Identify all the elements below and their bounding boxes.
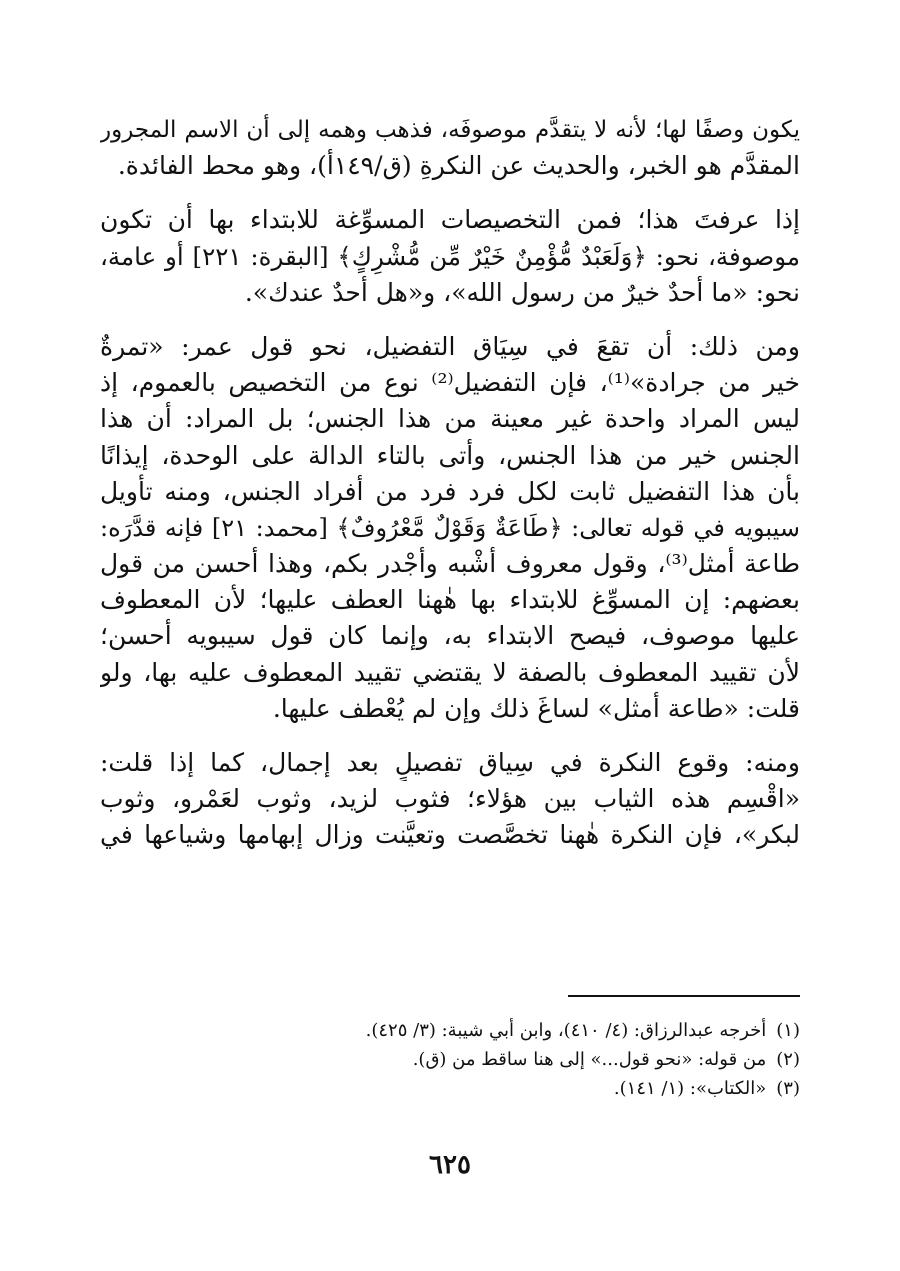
footnote-2 bbox=[200, 1045, 800, 1074]
text-line: قلت: «طاعة أمثل» لساغَ ذلك وإن لم يُعْطف عليها. bbox=[272, 693, 800, 723]
text-line: «اقْسِم هذه الثياب بين هؤلاء؛ فثوب لزيد، وثوب لعَمْرو، وثوب bbox=[100, 784, 800, 814]
text-line: الجنس خير من هذا الجنس، وأتى بالتاء الدالة على الوحدة، إيذانًا bbox=[100, 440, 800, 470]
footnote-text: «الكتاب»: (١/ ١٤١). bbox=[613, 1078, 767, 1099]
footnote-1 bbox=[200, 1016, 800, 1045]
text-line: سيبويه في قوله تعالى: ﴿طَاعَةٌ وَقَوْلٌ مَّعْرُوفٌ﴾ [محمد: ٢١] فإنه قدَّرَه: bbox=[100, 513, 800, 542]
footnote-number: (٢) bbox=[776, 1049, 800, 1070]
footnote-number: (١) bbox=[776, 1020, 800, 1041]
text-line: بأن هذا التفضيل ثابت لكل فرد فرد من أفراد الجنس، ومنه تأويل bbox=[100, 476, 800, 506]
footnote-3 bbox=[200, 1074, 800, 1103]
footnote-separator bbox=[568, 995, 800, 997]
text-line: يكون وصفًا لها؛ لأنه لا يتقدَّم موصوفَه، فذهب وهمه إلى أن الاسم المجرور bbox=[100, 117, 800, 143]
paragraph-4 bbox=[100, 745, 800, 854]
text-line: لأن تقييد المعطوف بالصفة لا يقتضي تقييد المعطوف عليه بها، ولو bbox=[100, 657, 800, 687]
page-number: ٦٢٥ bbox=[429, 1150, 471, 1180]
text-line: نحو: «ما أحدٌ خيرٌ من رسول الله»، و«هل أحدٌ عندك». bbox=[244, 277, 800, 307]
paragraph-3 bbox=[100, 329, 800, 727]
text-line: بعضهم: إن المسوِّغ للابتداء بها هٰهنا العطف عليها؛ لأن المعطوف bbox=[100, 585, 800, 615]
text-line: ليس المراد واحدة غير معينة من هذا الجنس؛ بل المراد: أن هذا bbox=[100, 404, 800, 434]
paragraph-2 bbox=[100, 202, 800, 311]
text-line: لبكر»، فإن النكرة هٰهنا تخصَّصت وتعيَّنت وزال إبهامها وشياعها في bbox=[100, 820, 800, 850]
text-line: المقدَّم هو الخبر، والحديث عن النكرةِ (ق/١٤٩أ)، وهو محط الفائدة. bbox=[117, 151, 800, 181]
text-line: طاعة أمثل⁽³⁾، وقول معروف أَشْبه وأَجْدر بكم، وهذا أحسن من قول bbox=[100, 549, 800, 579]
text-line: موصوفة، نحو: ﴿وَلَعَبْدٌ مُّؤْمِنٌ خَيْرٌ مِّن مُّشْرِكٍ﴾ [البقرة: ٢٢١] أو عامة، bbox=[100, 241, 800, 271]
footnote-text: من قوله: «نحو قول...» إلى هنا ساقط من (ق). bbox=[412, 1049, 767, 1070]
footnotes bbox=[200, 1016, 800, 1103]
text-line: عليها موصوف، فيصح الابتداء به، وإنما كان قول سيبويه أحسن؛ bbox=[100, 621, 800, 651]
text-line: ومنه: وقوع النكرة في سِياق تفصيلٍ بعد إجمال، كما إذا قلت: bbox=[100, 748, 800, 777]
text-line: ومن ذلك: أن تقعَ في سِيَاق التفضيل، نحو قول عمر: «تمرةٌ bbox=[100, 331, 800, 361]
paragraph-1 bbox=[100, 112, 800, 184]
text-line: خير من جرادة»⁽¹⁾، فإن التفضيل⁽²⁾ نوع من التخصيص بالعموم، إذ bbox=[100, 368, 800, 398]
main-text bbox=[100, 112, 800, 872]
footnote-text: أخرجه عبدالرزاق: (٤/ ٤١٠)، وابن أبي شيبة: (٣/ ٤٢٥). bbox=[365, 1020, 767, 1041]
text-line: إذا عرفتَ هذا؛ فمن التخصيصات المسوِّغة للابتداء بها أن تكون bbox=[100, 205, 800, 235]
footnote-number: (٣) bbox=[776, 1078, 800, 1099]
